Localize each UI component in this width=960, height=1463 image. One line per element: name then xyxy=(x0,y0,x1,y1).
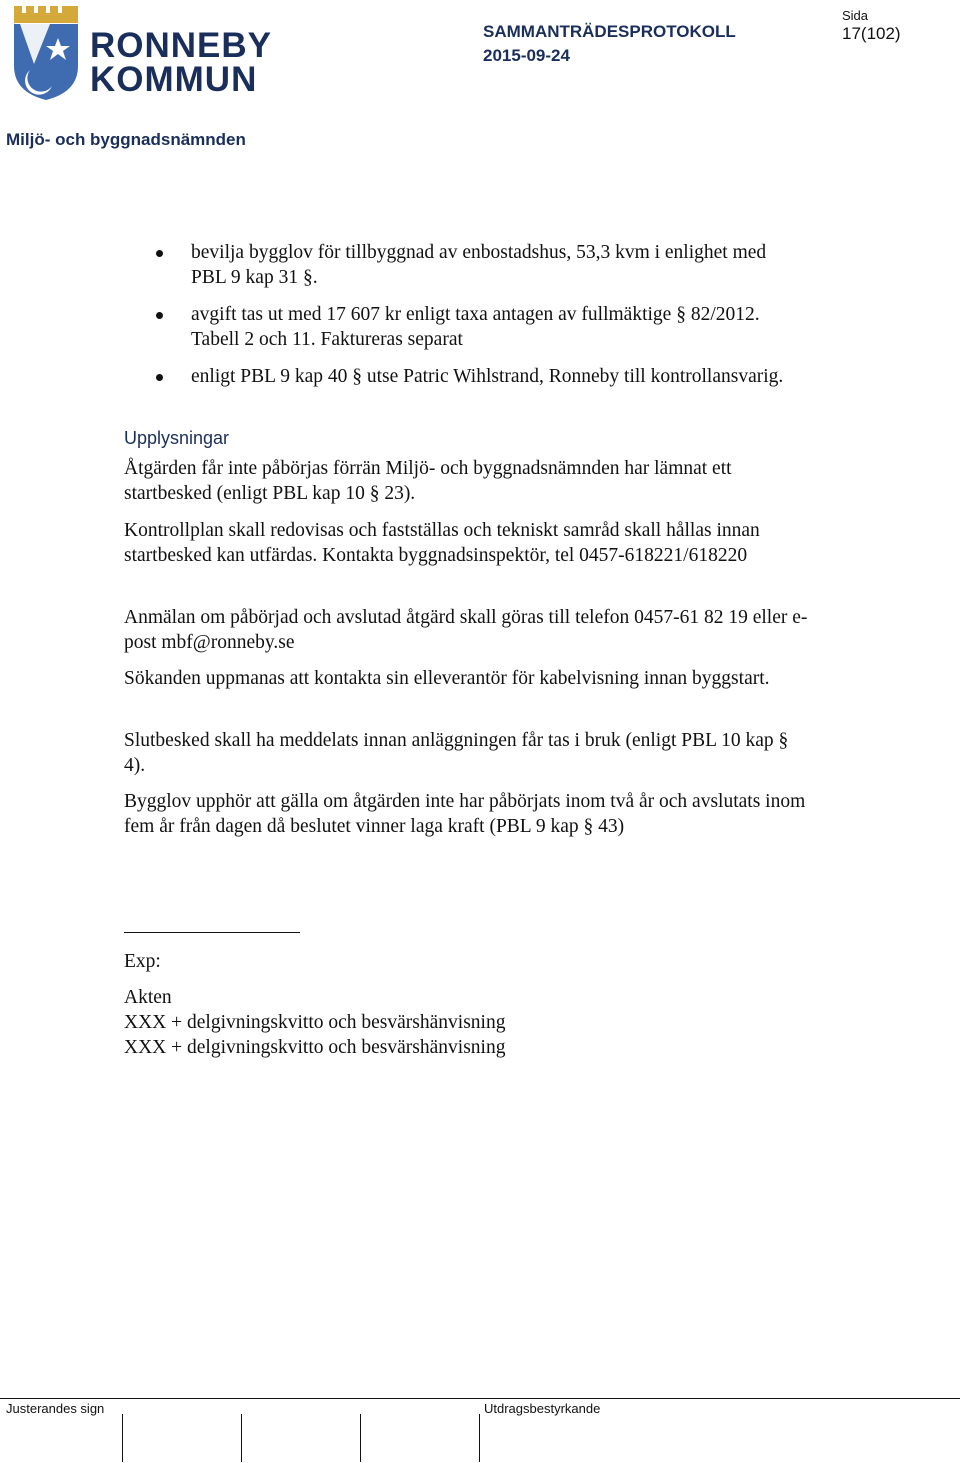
paragraph-cable: Sökanden uppmanas att kontakta sin elleverantör för kabelvisning innan byggstart. xyxy=(124,668,770,689)
list-item xyxy=(150,240,790,290)
meeting-date: 2015-09-24 xyxy=(483,46,570,65)
page-label: Sida xyxy=(842,8,869,23)
distribution-line: XXX + delgivningskvitto och besvärshänvisning xyxy=(124,1037,506,1058)
committee-name: Miljö- och byggnadsnämnden xyxy=(6,130,246,149)
bullet-icon xyxy=(156,312,163,319)
signature-box-divider xyxy=(122,1414,123,1462)
footer-certify-label: Utdragsbestyrkande xyxy=(484,1401,601,1416)
signature-box-divider xyxy=(360,1414,361,1462)
list-item-text: bevilja bygglov för tillbyggnad av enbostadshus, 53,3 kvm i enlighet med PBL 9 kap 31 §. xyxy=(191,242,767,288)
coat-of-arms-icon xyxy=(10,4,82,102)
org-name-line1: RONNEBY xyxy=(90,26,273,65)
document-type: SAMMANTRÄDESPROTOKOLL xyxy=(483,22,736,41)
bullet-icon xyxy=(156,374,163,381)
distribution-label: Exp: xyxy=(124,951,161,972)
bullet-icon xyxy=(156,250,163,257)
paragraph-validity: Bygglov upphör att gälla om åtgärden inte har påbörjats inom två år och avslutats inom fem år från dagen då beslutet vinner laga kraft (PBL 9 kap § 43) xyxy=(124,791,806,837)
list-item-text: enligt PBL 9 kap 40 § utse Patric Wihlstrand, Ronneby till kontrollansvarig. xyxy=(191,366,784,387)
info-heading: Upplysningar xyxy=(124,428,230,448)
footer-sign-label: Justerandes sign xyxy=(6,1401,105,1416)
signature-box-divider xyxy=(241,1414,242,1462)
divider xyxy=(124,932,300,933)
page-number: 17(102) xyxy=(842,24,901,43)
paragraph-notification: Anmälan om påbörjad och avslutad åtgärd skall göras till telefon 0457-61 82 19 eller e-post mbf@ronneby.se xyxy=(124,607,808,653)
footer-divider xyxy=(0,1398,960,1399)
distribution-line: Akten xyxy=(124,987,172,1008)
paragraph-final-notice: Slutbesked skall ha meddelats innan anläggningen får tas i bruk (enligt PBL 10 kap § 4). xyxy=(124,730,789,776)
list-item xyxy=(150,302,790,352)
org-name-line2: KOMMUN xyxy=(90,60,258,99)
signature-box-divider xyxy=(479,1414,480,1462)
paragraph-control-plan: Kontrollplan skall redovisas och fastställas och tekniskt samråd skall hållas innan startbesked kan utfärdas. Kontakta byggnadsinspektör, tel 0457-618221/618220 xyxy=(124,520,760,566)
list-item-text: avgift tas ut med 17 607 kr enligt taxa antagen av fullmäktige § 82/2012. Tabell 2 och 11. Faktureras separat xyxy=(191,304,760,350)
decision-list xyxy=(150,240,790,401)
ronneby-logo xyxy=(10,4,273,104)
distribution-line: XXX + delgivningskvitto och besvärshänvisning xyxy=(124,1012,506,1033)
paragraph-start-permit: Åtgärden får inte påbörjas förrän Miljö- och byggnadsnämnden har lämnat ett startbesked (enligt PBL kap 10 § 23). xyxy=(124,458,732,504)
list-item xyxy=(150,364,790,389)
